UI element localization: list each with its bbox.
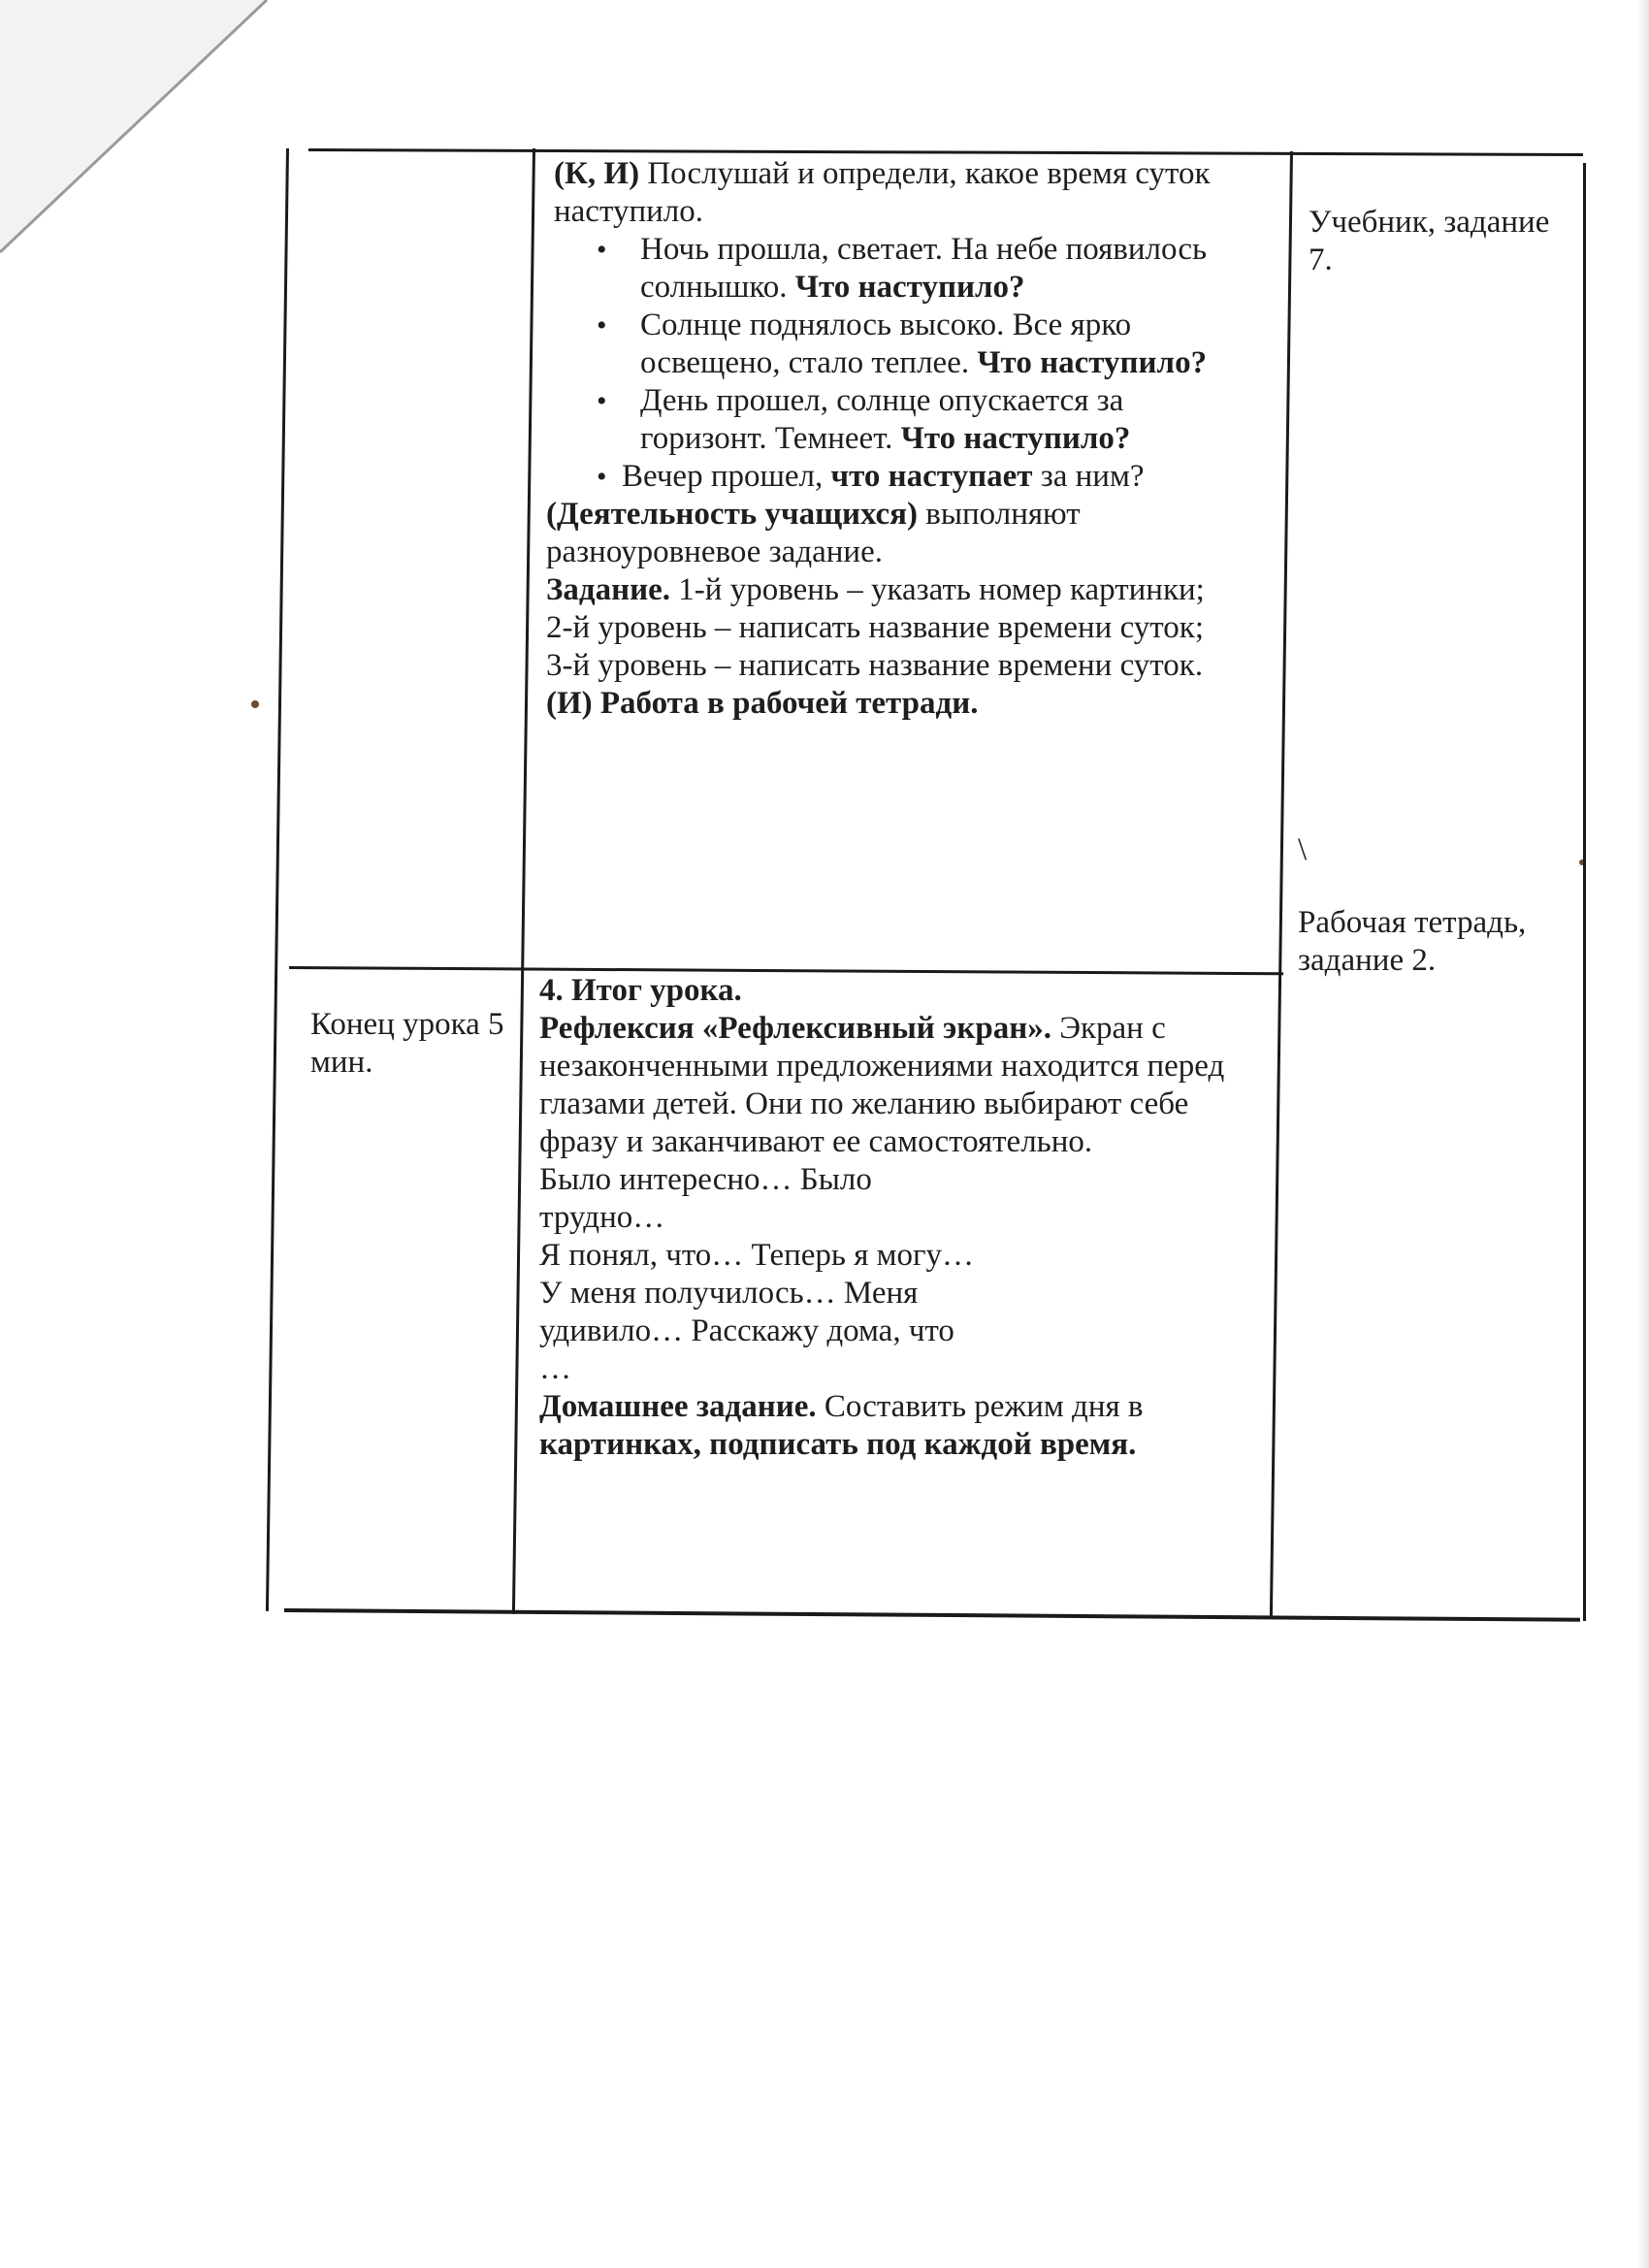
row1-content-cell	[546, 155, 1245, 723]
list-item: • Вечер прошел, что наступает за ним?	[546, 458, 1245, 496]
summary-heading: 4. Итог урока.	[539, 973, 742, 1008]
intro-marker: (К, И)	[554, 156, 640, 191]
resource-backslash: \	[1298, 832, 1308, 867]
intro-text: Послушай и определи, какое время суток наступило.	[554, 156, 1211, 229]
task-levels: Задание. 1-й уровень – указать номер картинки; 2-й уровень – написать название времени суток; 3-й уровень – написать название времени суток.	[546, 572, 1205, 683]
phrase-list: Было интересно… Было трудно… Я понял, что… Теперь я могу… У меня получилось… Меня удивило… Расскажу дома, что …	[539, 1162, 975, 1386]
riddle-list	[546, 231, 1245, 496]
table-column-divider-1	[512, 148, 535, 1614]
resource-workbook: Рабочая тетрадь, задание 2.	[1298, 905, 1527, 978]
row2-content-cell	[539, 972, 1238, 1464]
reflection-text: Рефлексия «Рефлексивный экран». Экран с незаконченными предложениями находится перед глазами детей. Они по желанию выбирают себе фразу и заканчивают ее самостоятельно.	[539, 1011, 1225, 1159]
table-right-border	[1583, 163, 1586, 1621]
activity-text: (Деятельность учащихся) выполняют разноуровневое задание.	[546, 497, 1081, 569]
task-intro	[546, 155, 1245, 231]
table-bottom-border	[284, 1608, 1580, 1622]
table-left-border	[266, 148, 289, 1611]
resource-textbook: Учебник, задание 7.	[1309, 205, 1550, 277]
list-item: • Ночь прошла, светает. На небе появилось солнышко. Что наступило?	[546, 231, 1245, 307]
list-item: • Солнце поднялось высоко. Все ярко освещено, стало теплее. Что наступило?	[546, 307, 1245, 382]
homework-text: Домашнее задание. Составить режим дня в картинках, подписать под каждой время.	[539, 1389, 1144, 1462]
list-item: • День прошел, солнце опускается за горизонт. Темнеет. Что наступило?	[546, 382, 1245, 458]
stage-cell: Конец урока 5 мин.	[310, 1007, 504, 1080]
scan-speck	[251, 700, 259, 708]
scan-edge	[1637, 0, 1649, 2268]
workbook-note: (И) Работа в рабочей тетради.	[546, 686, 979, 721]
table-column-divider-2	[1270, 151, 1293, 1619]
